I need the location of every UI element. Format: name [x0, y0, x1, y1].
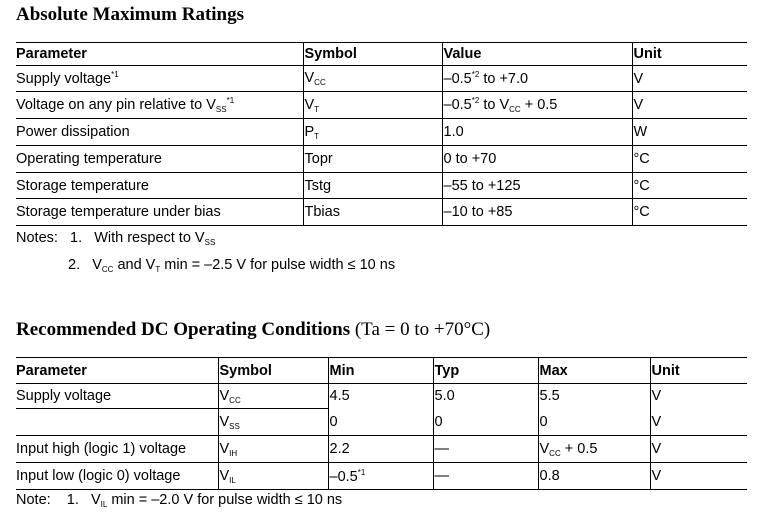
unit-cell: W [632, 119, 747, 146]
table-row [16, 409, 747, 436]
unit-cell: °C [632, 199, 747, 226]
unit-cell: V [632, 66, 747, 92]
table-row [16, 146, 747, 173]
unit-cell: V [650, 409, 747, 436]
symbol-cell: Tstg [303, 173, 442, 199]
parameter-cell: Supply voltage [16, 384, 218, 409]
symbol-cell: $V_{CC}$ [303, 66, 442, 92]
max-cell: 5.5 [538, 384, 650, 409]
max-cell: 0 [538, 409, 650, 436]
parameter-cell: Supply voltage$^{*1}$ [16, 70, 119, 87]
value-cell: –10 to +85 [442, 199, 632, 226]
table-row [16, 92, 747, 119]
absolute-max-notes [16, 227, 395, 281]
header-unit: Unit [650, 358, 747, 384]
absolute-max-table [16, 42, 747, 226]
min-cell: 2.2 [328, 436, 433, 463]
value-cell: 1.0 [442, 119, 632, 146]
max-cell: $V_{CC} + 0.5$ [538, 436, 650, 463]
value-cell: –0.5$^{*2}$ to +7.0 [442, 66, 632, 92]
dc-conditions-title: Recommended DC Operating Conditions (Ta = 0 to +70°C) [16, 319, 491, 340]
header-max: Max [538, 358, 650, 384]
min-cell: –0.5$^{*1}$ [328, 463, 433, 490]
min-cell: 0 [328, 409, 433, 436]
note-2: 2. $V_{CC}$ and $V_T$ min = –2.5 V for pulse width ≤ 10 ns [68, 257, 396, 274]
table-row [16, 119, 747, 146]
symbol-cell: $V_{CC}$ [218, 384, 328, 409]
parameter-cell: Voltage on any pin relative to $V_{SS}^{*1}$ [16, 96, 235, 114]
header-value: Value [442, 43, 632, 66]
parameter-cell [16, 409, 218, 436]
symbol-cell: Topr [303, 146, 442, 173]
header-unit: Unit [632, 43, 747, 66]
table-row [16, 384, 747, 409]
note-1: Notes: 1. With respect to $V_{SS}$ [16, 230, 216, 247]
table-header-row [16, 43, 747, 66]
absolute-max-title: Absolute Maximum Ratings [16, 4, 245, 25]
max-cell: 0.8 [538, 463, 650, 490]
parameter-cell: Storage temperature under bias [16, 204, 221, 220]
header-symbol: Symbol [303, 43, 442, 66]
symbol-cell: $P_T$ [303, 119, 442, 146]
min-cell: 4.5 [328, 384, 433, 409]
table-row [16, 66, 747, 92]
typ-cell: 5.0 [433, 384, 538, 409]
parameter-cell: Input low (logic 0) voltage [16, 468, 181, 484]
parameter-cell: Input high (logic 1) voltage [16, 441, 187, 457]
typ-cell: — [433, 436, 538, 463]
table-row [16, 173, 747, 199]
typ-cell: — [433, 463, 538, 490]
header-typ: Typ [433, 358, 538, 384]
unit-cell: V [650, 463, 747, 490]
header-min: Min [328, 358, 433, 384]
header-parameter: Parameter [16, 362, 87, 379]
unit-cell: °C [632, 173, 747, 199]
table-row [16, 199, 747, 226]
value-cell: –0.5$^{*2}$ to $V_{CC} + 0.5$ [442, 92, 632, 119]
note-1: Note: 1. $V_{IL}$ min = –2.0 V for pulse width ≤ 10 ns [16, 492, 343, 509]
symbol-cell: $V_{IH}$ [218, 436, 328, 463]
table-header-row [16, 358, 747, 384]
table-row [16, 463, 747, 490]
symbol-cell: Tbias [303, 199, 442, 226]
unit-cell: °C [632, 146, 747, 173]
dc-conditions-notes [16, 489, 342, 516]
header-symbol: Symbol [218, 358, 328, 384]
dc-conditions-table [16, 357, 747, 490]
value-cell: –55 to +125 [442, 173, 632, 199]
unit-cell: V [632, 92, 747, 119]
parameter-cell: Operating temperature [16, 151, 162, 167]
value-cell: 0 to +70 [442, 146, 632, 173]
header-parameter: Parameter [16, 46, 87, 62]
typ-cell: 0 [433, 409, 538, 436]
unit-cell: V [650, 384, 747, 409]
symbol-cell: $V_{SS}$ [218, 409, 328, 436]
symbol-cell: $V_{IL}$ [218, 463, 328, 490]
unit-cell: V [650, 436, 747, 463]
parameter-cell: Power dissipation [16, 124, 130, 140]
parameter-cell: Storage temperature [16, 177, 149, 194]
symbol-cell: $V_T$ [303, 92, 442, 119]
table-row [16, 436, 747, 463]
